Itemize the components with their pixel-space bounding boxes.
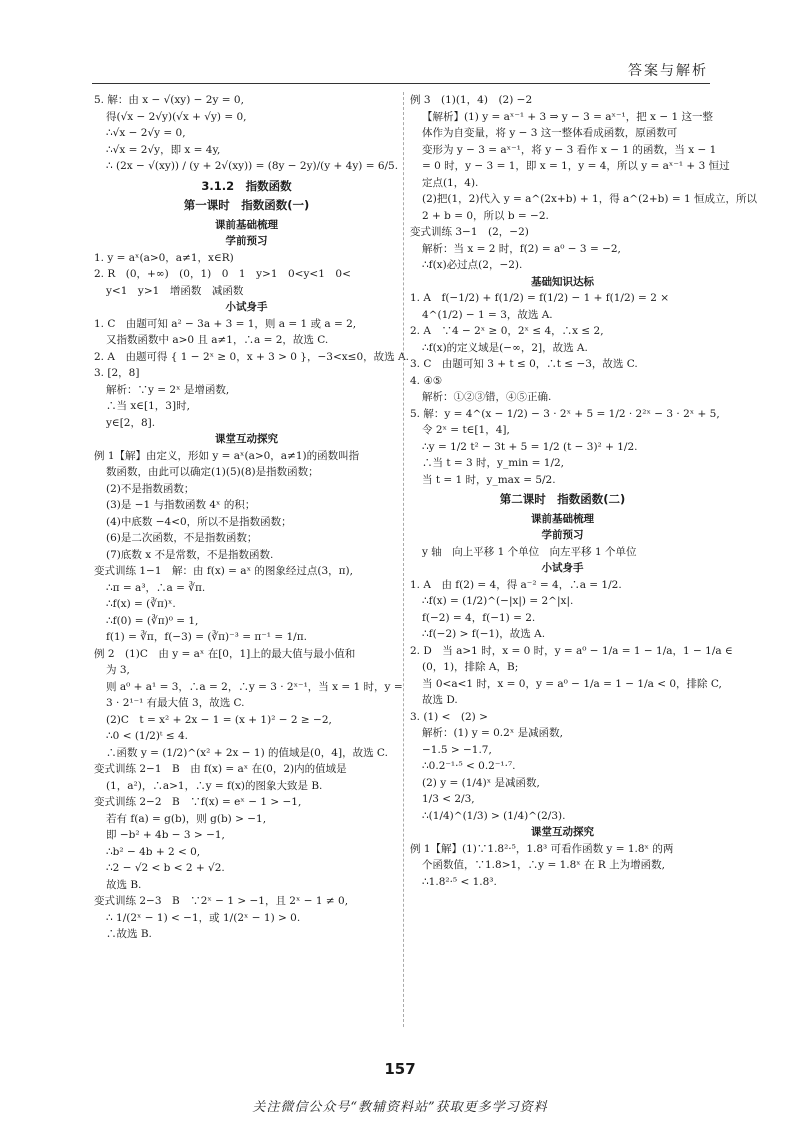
text-line: 5. 解：由 x − √(xy) − 2y = 0, (94, 94, 244, 106)
text-line: 例 3 (1)(1，4) (2) −2 (410, 94, 533, 106)
text-line: ∴π = a³，∴a = ∛π. (106, 581, 206, 594)
text-line: y∈[2，8]. (106, 416, 156, 429)
right-column (410, 92, 757, 890)
text-line: (3)是 −1 与指数函数 4ˣ 的积； (106, 499, 256, 511)
section-heading: 课堂互动探究 (215, 433, 278, 445)
text-line: 1. C 由题可知 a² − 3a + 3 = 1，则 a = 1 或 a = 2, (94, 317, 357, 330)
text-line: 当 0<a<1 时，x = 0，y = a⁰ − 1/a = 1 − 1/a < 0，排除 C, (422, 677, 722, 690)
footer-note: 关注微信公众号“教辅资料站”获取更多学习资料 (252, 1100, 548, 1115)
text-line: 若有 f(a) = g(b)，则 g(b) > −1, (106, 812, 267, 825)
text-line: 解析：当 x = 2 时，f(2) = a⁰ − 3 = −2, (422, 242, 621, 255)
text-line: −1.5 > −1.7, (422, 743, 492, 756)
text-line: 例 1【解】由定义，形如 y = aˣ(a>0，a≠1)的函数叫指 (94, 449, 360, 462)
column-divider (403, 92, 404, 1027)
text-line: ∴0 < (1/2)ᵗ ≤ 4. (106, 730, 189, 742)
text-line: ∴0.2⁻¹·⁵ < 0.2⁻¹·⁷. (422, 760, 516, 772)
text-line: ∴f(x) = (∛π)ˣ. (106, 598, 176, 610)
section-heading: 3.1.2 指数函数 (201, 178, 292, 193)
text-line: 变式训练 2−1 B 由 f(x) = aˣ 在(0，2)内的值域是 (94, 763, 347, 775)
text-line: ∴√x = 2√y，即 x = 4y, (106, 143, 221, 156)
text-line: 为 3, (106, 664, 130, 676)
section-heading: 学前预习 (541, 529, 584, 541)
text-line: ∴当 x∈[1，3]时, (106, 400, 190, 412)
text-line: 2 + b = 0，所以 b = −2. (422, 209, 549, 222)
section-heading: 小试身手 (225, 301, 268, 313)
text-line: 故选 B. (106, 878, 142, 891)
text-line: 则 a⁰ + a¹ = 3，∴a = 2，∴y = 3 · 2ˣ⁻¹，当 x = 1 时，y = (106, 680, 403, 693)
text-line: (0，1)，排除 A，B; (422, 661, 519, 673)
text-line: 2. A 由题可得 { 1 − 2ˣ ≥ 0，x + 3 > 0 }，−3<x≤0，故选 A. (94, 350, 409, 363)
text-line: 1. y = aˣ(a>0，a≠1，x∈R) (94, 251, 234, 264)
text-line: 得(√x − 2√y)(√x + √y) = 0, (106, 110, 247, 123)
text-line: ∴f(−2) > f(−1)，故选 A. (422, 628, 546, 640)
text-line: ∴ 1/(2ˣ − 1) < −1，或 1/(2ˣ − 1) > 0. (106, 911, 301, 924)
text-line: 体作为自变量，将 y − 3 这一整体看成函数，原函数可 (422, 127, 678, 139)
text-line: ∴ (2x − √(xy)) / (y + 2√(xy)) = (8y − 2y)/(y + 4y) = 6/5. (106, 160, 399, 172)
text-line: (2)不是指数函数； (106, 482, 195, 495)
text-line: f(−2) = 4，f(−1) = 2. (422, 611, 536, 624)
text-line: ∴当 t = 3 时，y_min = 1/2, (422, 457, 565, 469)
page-number: 157 (384, 1060, 416, 1078)
text-line: 2. A ∵4 − 2ˣ ≥ 0，2ˣ ≤ 4，∴x ≤ 2, (410, 325, 604, 337)
text-line: 变式训练 2−2 B ∵f(x) = eˣ − 1 > −1, (94, 796, 302, 808)
text-line: ∴f(x)必过点(2，−2). (422, 259, 523, 271)
text-line: 【解析】(1) y = aˣ⁻¹ + 3 ⇒ y − 3 = aˣ⁻¹，把 x − 1 这一整 (422, 110, 713, 123)
text-line: 个函数值，∵1.8>1，∴y = 1.8ˣ 在 R 上为增函数, (422, 859, 665, 871)
text-line: 变式训练 1−1 解：由 f(x) = aˣ 的图象经过点(3，π), (94, 565, 353, 577)
text-line: 故选 D. (422, 694, 458, 706)
text-line: f(1) = ∛π，f(−3) = (∛π)⁻³ = π⁻¹ = 1/π. (106, 631, 307, 643)
section-heading: 小试身手 (541, 562, 584, 574)
text-line: ∴(1/4)^(1/3) > (1/4)^(2/3). (422, 809, 566, 822)
section-heading: 课堂互动探究 (531, 826, 594, 838)
text-line: 解析：∵y = 2ˣ 是增函数, (106, 383, 230, 396)
text-line: 3. (1) < (2) > (410, 710, 488, 723)
section-heading: 课前基础梳理 (531, 512, 594, 525)
text-line: 例 2 (1)C 由 y = aˣ 在[0，1]上的最大值与最小值和 (94, 647, 356, 660)
text-line: ∴1.8²·⁵ < 1.8³. (422, 875, 497, 888)
text-line: 又指数函数中 a>0 且 a≠1，∴a = 2，故选 C. (106, 334, 329, 346)
text-line: ∴√x − 2√y = 0, (106, 127, 186, 139)
text-line: 4. ④⑤ (410, 374, 443, 387)
text-line: ∴故选 B. (106, 928, 152, 940)
text-line: ∴f(0) = (∛π)⁰ = 1, (106, 614, 199, 627)
text-line: 例 1【解】(1)∵1.8²·⁵，1.8³ 可看作函数 y = 1.8ˣ 的两 (410, 842, 674, 855)
text-line: 3 · 2¹⁻¹ 有最大值 3，故选 C. (106, 697, 245, 709)
section-heading: 基础知识达标 (531, 275, 594, 288)
section-heading: 第一课时 指数函数(一) (183, 198, 310, 212)
text-line: 定点(1，4). (422, 176, 479, 189)
text-line: (2) y = (1/4)ˣ 是减函数, (422, 776, 540, 789)
section-heading: 课前基础梳理 (215, 218, 278, 231)
text-line: 4^(1/2) − 1 = 3，故选 A. (422, 308, 553, 321)
text-line: 5. 解：y = 4^(x − 1/2) − 3 · 2ˣ + 5 = 1/2 · 2²ˣ − 3 · 2ˣ + 5, (410, 407, 720, 420)
header-rule (92, 83, 710, 84)
text-line: 3. [2，8] (94, 367, 140, 379)
text-line: 2. D 当 a>1 时，x = 0 时，y = a⁰ − 1/a = 1 − 1/a，1 − 1/a ∈ (410, 644, 733, 657)
text-line: 即 −b² + 4b − 3 > −1, (106, 829, 225, 841)
section-heading: 学前预习 (225, 235, 268, 247)
text-line: y 轴 向上平移 1 个单位 向左平移 1 个单位 (422, 545, 637, 558)
text-line: (2)C t = x² + 2x − 1 = (x + 1)² − 2 ≥ −2, (106, 713, 332, 726)
text-line: 变形为 y − 3 = aˣ⁻¹，将 y − 3 看作 x − 1 的函数，当 x − 1 (422, 143, 717, 156)
text-line: 变式训练 3−1 (2，−2) (410, 226, 529, 238)
text-line: 数函数，由此可以确定(1)(5)(8)是指数函数； (106, 466, 319, 478)
text-line: (6)是二次函数，不是指数函数； (106, 532, 258, 544)
text-line: 解析：①②③错，④⑤正确. (422, 391, 552, 403)
text-line: ∴f(x)的定义域是(−∞，2]，故选 A. (422, 341, 588, 354)
text-line: ∴y = 1/2 t² − 3t + 5 = 1/2 (t − 3)² + 1/2. (422, 440, 638, 453)
text-line: 2. R (0，+∞) (0，1) 0 1 y>1 0<y<1 0< (94, 268, 351, 280)
text-line: 当 t = 1 时，y_max = 5/2. (422, 473, 556, 486)
text-line: 1. A 由 f(2) = 4，得 a⁻² = 4，∴a = 1/2. (410, 578, 622, 591)
left-column (94, 92, 409, 943)
text-line: ∴函数 y = (1/2)^(x² + 2x − 1) 的值域是(0，4]，故选 C. (106, 746, 388, 759)
text-line: (2)把(1，2)代入 y = a^(2x+b) + 1，得 a^(2+b) = 1 恒成立，所以 (422, 193, 757, 205)
text-line: 3. C 由题可知 3 + t ≤ 0，∴t ≤ −3，故选 C. (410, 358, 638, 370)
text-line: 1/3 < 2/3, (422, 793, 475, 805)
text-line: 变式训练 2−3 B ∵2ˣ − 1 > −1，且 2ˣ − 1 ≠ 0, (94, 895, 349, 907)
text-line: y<1 y>1 增函数 减函数 (106, 284, 244, 297)
header-title: 答案与解析 (628, 63, 708, 79)
text-line: = 0 时，y − 3 = 1，即 x = 1，y = 4，所以 y = aˣ⁻¹ + 3 恒过 (422, 160, 730, 172)
text-line: ∴b² − 4b + 2 < 0, (106, 845, 201, 858)
text-line: (1，a²)，∴a>1，∴y = f(x)的图象大致是 B. (106, 779, 323, 792)
text-line: (7)底数 x 不是常数，不是指数函数. (106, 548, 274, 561)
text-line: ∴f(x) = (1/2)^(−|x|) = 2^|x|. (422, 595, 574, 607)
text-line: ∴2 − √2 < b < 2 + √2. (106, 862, 225, 874)
text-line: 令 2ˣ = t∈[1，4], (422, 424, 510, 436)
section-heading: 第二课时 指数函数(二) (499, 492, 626, 506)
text-line: 1. A f(−1/2) + f(1/2) = f(1/2) − 1 + f(1/2) = 2 × (410, 292, 670, 304)
text-line: (4)中底数 −4<0，所以不是指数函数； (106, 515, 292, 528)
text-line: 解析：(1) y = 0.2ˣ 是减函数, (422, 727, 563, 739)
